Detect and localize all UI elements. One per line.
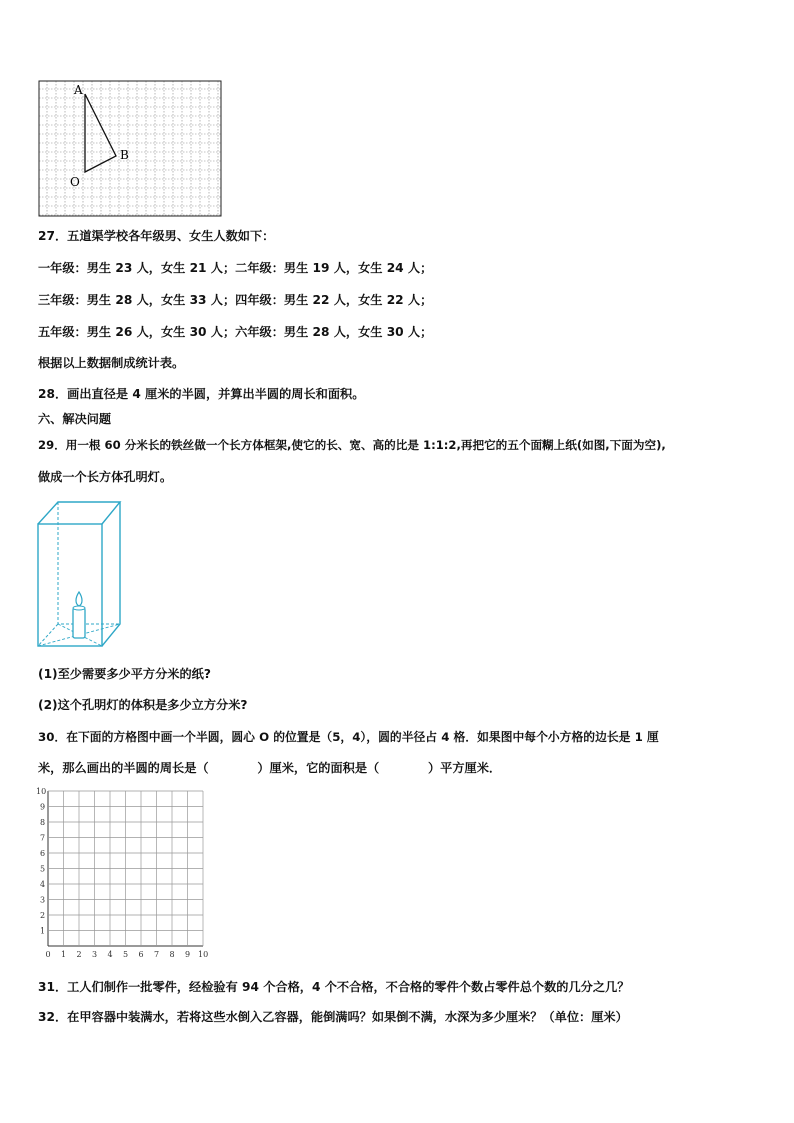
section-6-title: 六、解决问题 <box>38 412 112 426</box>
x-tick-label: 7 <box>154 950 160 959</box>
triangle-grid-figure <box>38 80 222 218</box>
y-tick-label: 2 <box>40 911 46 920</box>
triangle-shape <box>85 94 116 172</box>
x-tick-label: 10 <box>198 950 209 959</box>
label-a: A <box>74 83 83 97</box>
label-b: B <box>120 148 129 162</box>
q29-line2: 做成一个长方体孔明灯。 <box>38 470 173 484</box>
x-tick-label: 5 <box>123 950 129 959</box>
q27-line3: 五年级：男生 26 人，女生 30 人；六年级：男生 28 人，女生 30 人； <box>38 325 433 339</box>
x-tick-label: 1 <box>61 950 67 959</box>
coordinate-grid-figure <box>30 786 216 962</box>
q27-line2: 三年级：男生 28 人，女生 33 人；四年级：男生 22 人，女生 22 人； <box>38 293 433 307</box>
x-tick-label: 0 <box>45 950 51 959</box>
q29-sub2: (2)这个孔明灯的体积是多少立方分米? <box>38 698 248 712</box>
q28-text: 28．画出直径是 4 厘米的半圆，并算出半圆的周长和面积。 <box>38 387 365 401</box>
candle-icon <box>73 592 85 638</box>
q30-line1: 30．在下面的方格图中画一个半圆，圆心 O 的位置是（5，4），圆的半径占 4 格．如果图中每个小方格的边长是 1 厘 <box>38 730 659 744</box>
y-tick-label: 4 <box>40 880 46 889</box>
y-tick-label: 8 <box>40 818 46 827</box>
q27-title: 27．五道渠学校各年级男、女生人数如下： <box>38 229 275 243</box>
y-tick-label: 3 <box>40 895 46 905</box>
x-tick-label: 3 <box>92 950 98 959</box>
x-tick-label: 2 <box>76 950 82 959</box>
y-tick-label: 7 <box>40 833 46 843</box>
q27-line4: 根据以上数据制成统计表。 <box>38 356 185 370</box>
x-tick-label: 8 <box>169 950 175 959</box>
q31-text: 31．工人们制作一批零件，经检验有 94 个合格，4 个不合格，不合格的零件个数占零件总个数的几分之几？ <box>38 980 630 994</box>
q29-line1: 29．用一根 60 分米长的铁丝做一个长方体框架,使它的长、宽、高的比是 1:1:2,再把它的五个面糊上纸(如图,下面为空), <box>38 438 666 452</box>
q29-sub1: (1)至少需要多少平方分米的纸? <box>38 667 211 681</box>
lantern-box-figure <box>36 500 126 650</box>
q27-line1: 一年级：男生 23 人，女生 21 人；二年级：男生 19 人，女生 24 人； <box>38 261 433 275</box>
x-tick-label: 6 <box>138 950 144 959</box>
y-tick-label: 10 <box>36 787 47 796</box>
q30-line2: 米，那么画出的半圆的周长是（ ）厘米，它的面积是（ ）平方厘米． <box>38 761 502 775</box>
y-tick-label: 6 <box>40 849 46 858</box>
x-tick-label: 4 <box>107 950 113 959</box>
label-o: O <box>70 175 80 189</box>
y-tick-label: 1 <box>40 926 46 936</box>
q32-text: 32．在甲容器中装满水，若将这些水倒入乙容器，能倒满吗？如果倒不满，水深为多少厘米？（单位：厘米） <box>38 1010 628 1024</box>
x-tick-label: 9 <box>185 950 191 959</box>
y-tick-label: 9 <box>40 802 46 812</box>
y-tick-label: 5 <box>40 864 46 874</box>
